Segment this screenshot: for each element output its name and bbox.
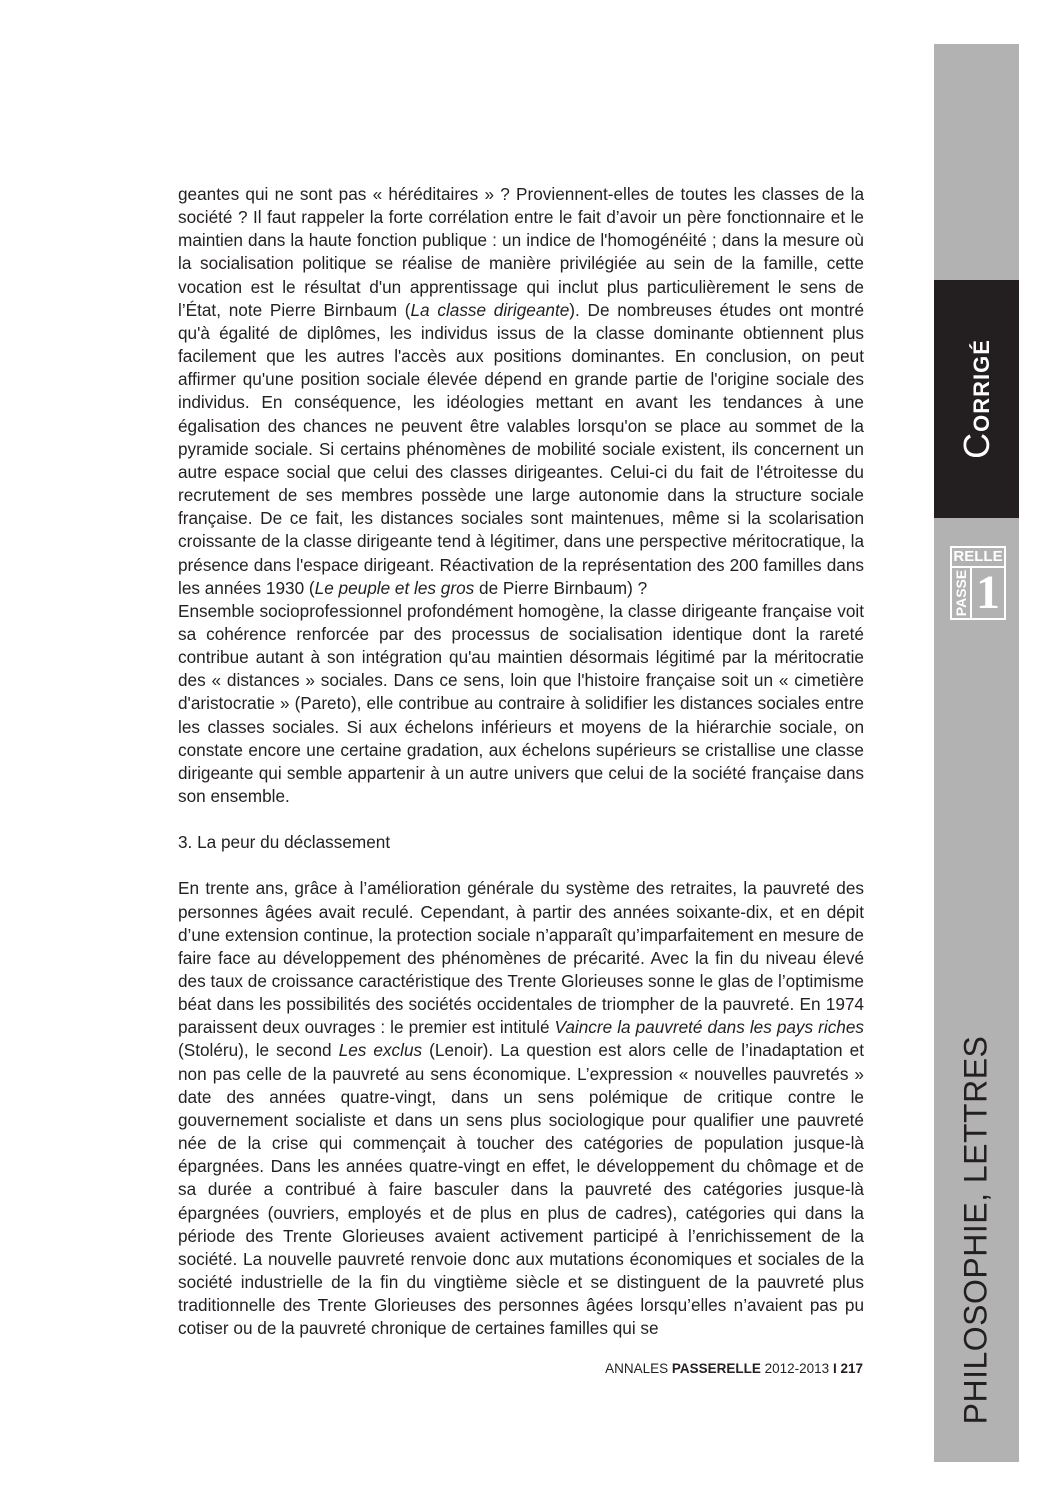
page-number: 217 [840,1361,863,1376]
page-footer [605,1361,863,1376]
footer-separator: I [832,1361,837,1376]
footer-passerelle: PASSERELLE [671,1361,761,1376]
corrige-rest: ORRIGÉ [968,339,994,432]
text-span: de Pierre Birnbaum) ? [474,577,648,598]
spacer [178,808,864,831]
paragraph: Ensemble socioprofessionnel profondément homogène, la classe dirigeante française voit sa cohérence renforcée par des processus de socialisation identique dont la rareté contribue autant à son intégration qu'au maintien désormais légitimé par la méritocratie des « distances » sociales. Dans ce sens, loin que l'histoire française soit un « cimetière d'aristocratie » (Pareto), elle contribue au contraire à solidifier les distances sociales entre les classes sociales. Si aux échelons inférieurs et moyens de la hiérarchie sociale, on constate encore une certaine gradation, aux échelons supérieurs se cristallise une classe dirigeante qui semble appartenir à un autre univers que celui de la société française dans son ensemble. [178,600,864,807]
text-span: ). De nombreuses études ont montré qu'à égalité de diplômes, les individus issus de la classe dominante obtiennent plus facilement que les autres l'accès aux positions dominantes. En conclusion, on peut affirmer qu'une position sociale élevée dépend en grande partie de l'origine sociale des individus. En conséquence, les idéologies mettant en avant les tendances à une égalisation des chances ne peuvent être valables lorsqu'on se place au sommet de la pyramide sociale. Si certains phénomènes de mobilité sociale existent, ils concernent un autre espace social que celui des classes dirigeantes. Celui-ci du fait de l'étroitesse du recrutement de ses membres possède une large autonomie dans la structure sociale française. De ce fait, les distances sociales sont maintenues, même si la scolarisation croissante de la classe dirigeante tend à légitimer, dans une perspective méritocratique, la présence dans l'espace dirigeant. Réactivation de la représentation des 200 familles dans les années 1930 ( [178,299,865,598]
passerelle-logo [950,546,1006,620]
text-span: (Lenoir). La question est alors celle de l’inadaptation et non pas celle de la pauvreté au sens économique. L’expression « nouvelles pauvretés » date des années quatre-vingt, dans un sens polémique de critique contre le gouvernement socialiste et dans un sens plus sociologique pour qualifier une pauvreté née de la crise qui commençait à toucher des catégories de population jusque-là épargnées. Dans les années quatre-vingt en effet, le développement du chômage et de sa durée a contribué à faire basculer dans la pauvreté des catégories jusque-là épargnées (ouvriers, employés et de plus en plus de cadres), catégories qui dans la période des Trente Glorieuses avaient activement participé à l’enrichissement de la société. La nouvelle pauvreté renvoie donc aux mutations économiques et sociales de la société industrielle de la fin du vingtième siècle et se distinguent de la pauvreté plus traditionnelle des Trente Glorieuses des personnes âgées lorsqu’elles n’avaient pas pu cotiser ou de la pauvreté chronique de certaines familles qui se [178,1040,864,1339]
book-title: Les exclus [338,1040,423,1061]
corrige-initial: C [955,431,997,459]
main-text [178,183,864,1341]
book-title: Le peuple et les gros [314,577,475,598]
book-title: La classe dirigeante [410,299,570,320]
text-span: geantes qui ne sont pas « héréditaires » ? Proviennent-elles de toutes les classes de la société ? Il faut rappeler la forte corrélation entre le fait d’avoir un père fonctionnaire et le maintien dans la haute fonction publique : un indice de l'homogénéité ; dans la mesure où la socialisation politique se réalise de manière privilégiée au sein de la famille, cette vocation est le résultat d'un apprentissage qui inclut plus particulièrement le sens de l’État, note Pierre Birnbaum ( [178,184,864,320]
section-heading: 3. La peur du déclassement [178,832,391,853]
footer-years: 2012-2013 [760,1361,833,1376]
book-title: Vaincre la pauvreté dans les pays riches [554,1017,864,1038]
paragraph [178,183,864,600]
logo-top-text: RELLE [952,548,1004,568]
text-span: En trente ans, grâce à l’amélioration générale du système des retraites, la pauvreté des personnes âgées avait reculé. Cependant, à partir des années soixante-dix, et en dépit d’une extension continue, la protection sociale n’apparaît qu’imparfaitement en mesure de faire face au développement des phénomènes de précarité. Avec la fin du niveau élevé des taux de croissance caractéristique des Trente Glorieuses sonne le glas de l’optimisme béat dans les possibilités des sociétés occidentales de triompher de la pauvreté. En 1974 paraissent deux ouvrages : le premier est intitulé [178,878,864,1038]
subject-label: PHILOSOPHIE, LETTRES [957,1035,994,1425]
paragraph [178,877,864,1340]
text-span: (Stoléru), le second [178,1040,339,1061]
footer-annales: ANNALES [605,1361,672,1376]
logo-side [952,568,972,618]
corrige-label-block [934,280,1019,518]
spacer [178,854,864,877]
logo-number: 1 [976,566,1000,619]
logo-side-text: PASSE [953,569,969,617]
corrige-label [956,339,998,459]
